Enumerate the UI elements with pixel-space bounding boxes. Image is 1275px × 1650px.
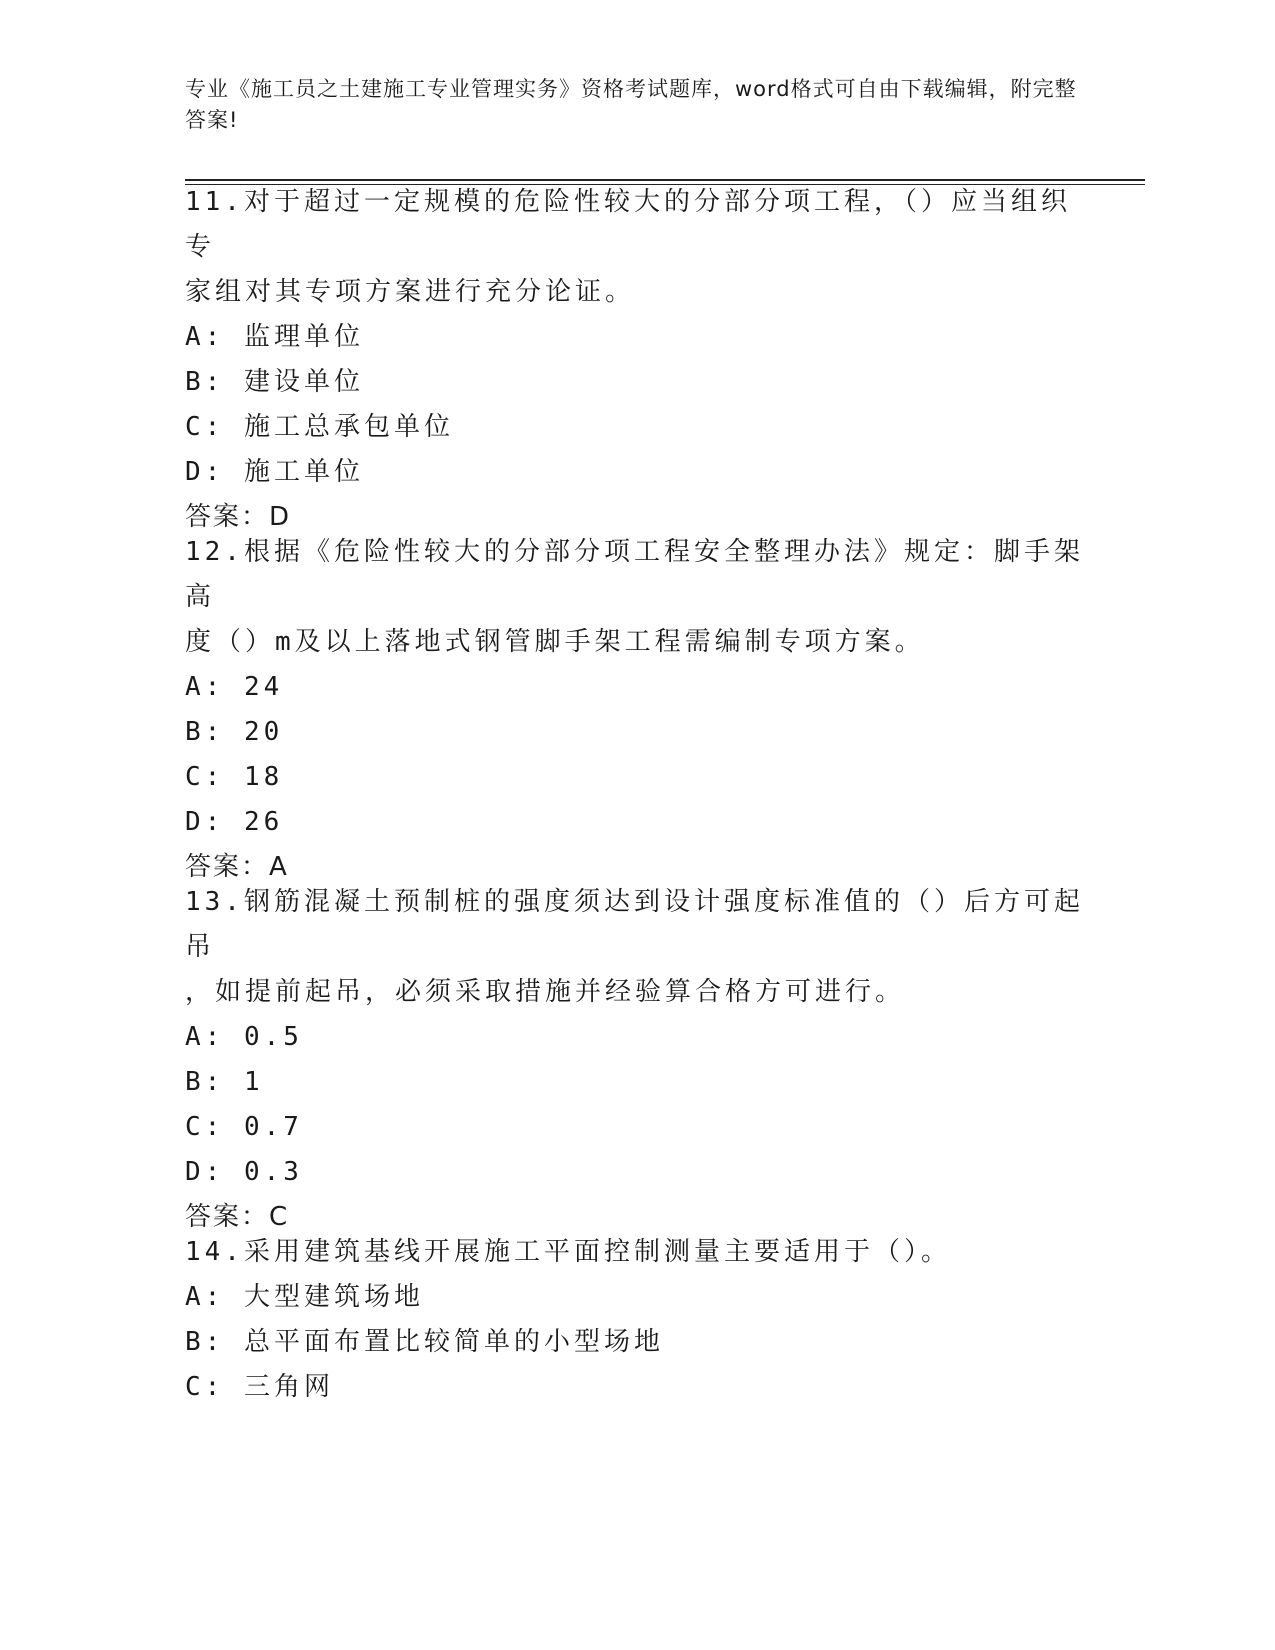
option-a: A: 24 [185,672,284,702]
question-stem-continued: ，如提前起吊，必须采取措施并经验算合格方可进行。 [185,977,906,1007]
option-b: B: 建设单位 [185,367,364,397]
question-stem: 11.对于超过一定规模的危险性较大的分部分项工程，（）应当组织专 [185,187,1071,262]
option-b: B: 总平面布置比较简单的小型场地 [185,1327,664,1357]
answer: 答案：A [185,852,289,882]
question-12 [185,530,1085,890]
option-a: A: 0.5 [185,1022,303,1052]
question-13 [185,880,1085,1240]
option-c: C: 18 [185,762,284,792]
question-stem-continued: 家组对其专项方案进行充分论证。 [185,277,636,307]
option-a: A: 大型建筑场地 [185,1282,424,1312]
option-d: D: 26 [185,807,284,837]
option-b: B: 20 [185,717,284,747]
option-b: B: 1 [185,1067,264,1097]
option-a: A: 监理单位 [185,322,364,352]
answer: 答案：D [185,502,292,532]
option-c: C: 施工总承包单位 [185,412,454,442]
question-stem: 14.采用建筑基线开展施工平面控制测量主要适用于（）。 [185,1237,951,1267]
option-c: C: 三角网 [185,1372,334,1402]
option-d: D: 0.3 [185,1157,303,1187]
question-stem: 13.钢筋混凝土预制桩的强度须达到设计强度标准值的（）后方可起吊 [185,887,1084,962]
question-stem-continued: 度（）m及以上落地式钢管脚手架工程需编制专项方案。 [185,627,925,657]
document-header: 专业《施工员之土建施工专业管理实务》资格考试题库，word格式可自由下载编辑，附完整答案! [185,77,1077,132]
option-c: C: 0.7 [185,1112,303,1142]
question-14 [185,1230,1085,1410]
option-d: D: 施工单位 [185,457,364,487]
question-stem: 12.根据《危险性较大的分部分项工程安全整理办法》规定：脚手架高 [185,537,1084,612]
question-11 [185,180,1085,540]
answer: 答案：C [185,1202,290,1232]
